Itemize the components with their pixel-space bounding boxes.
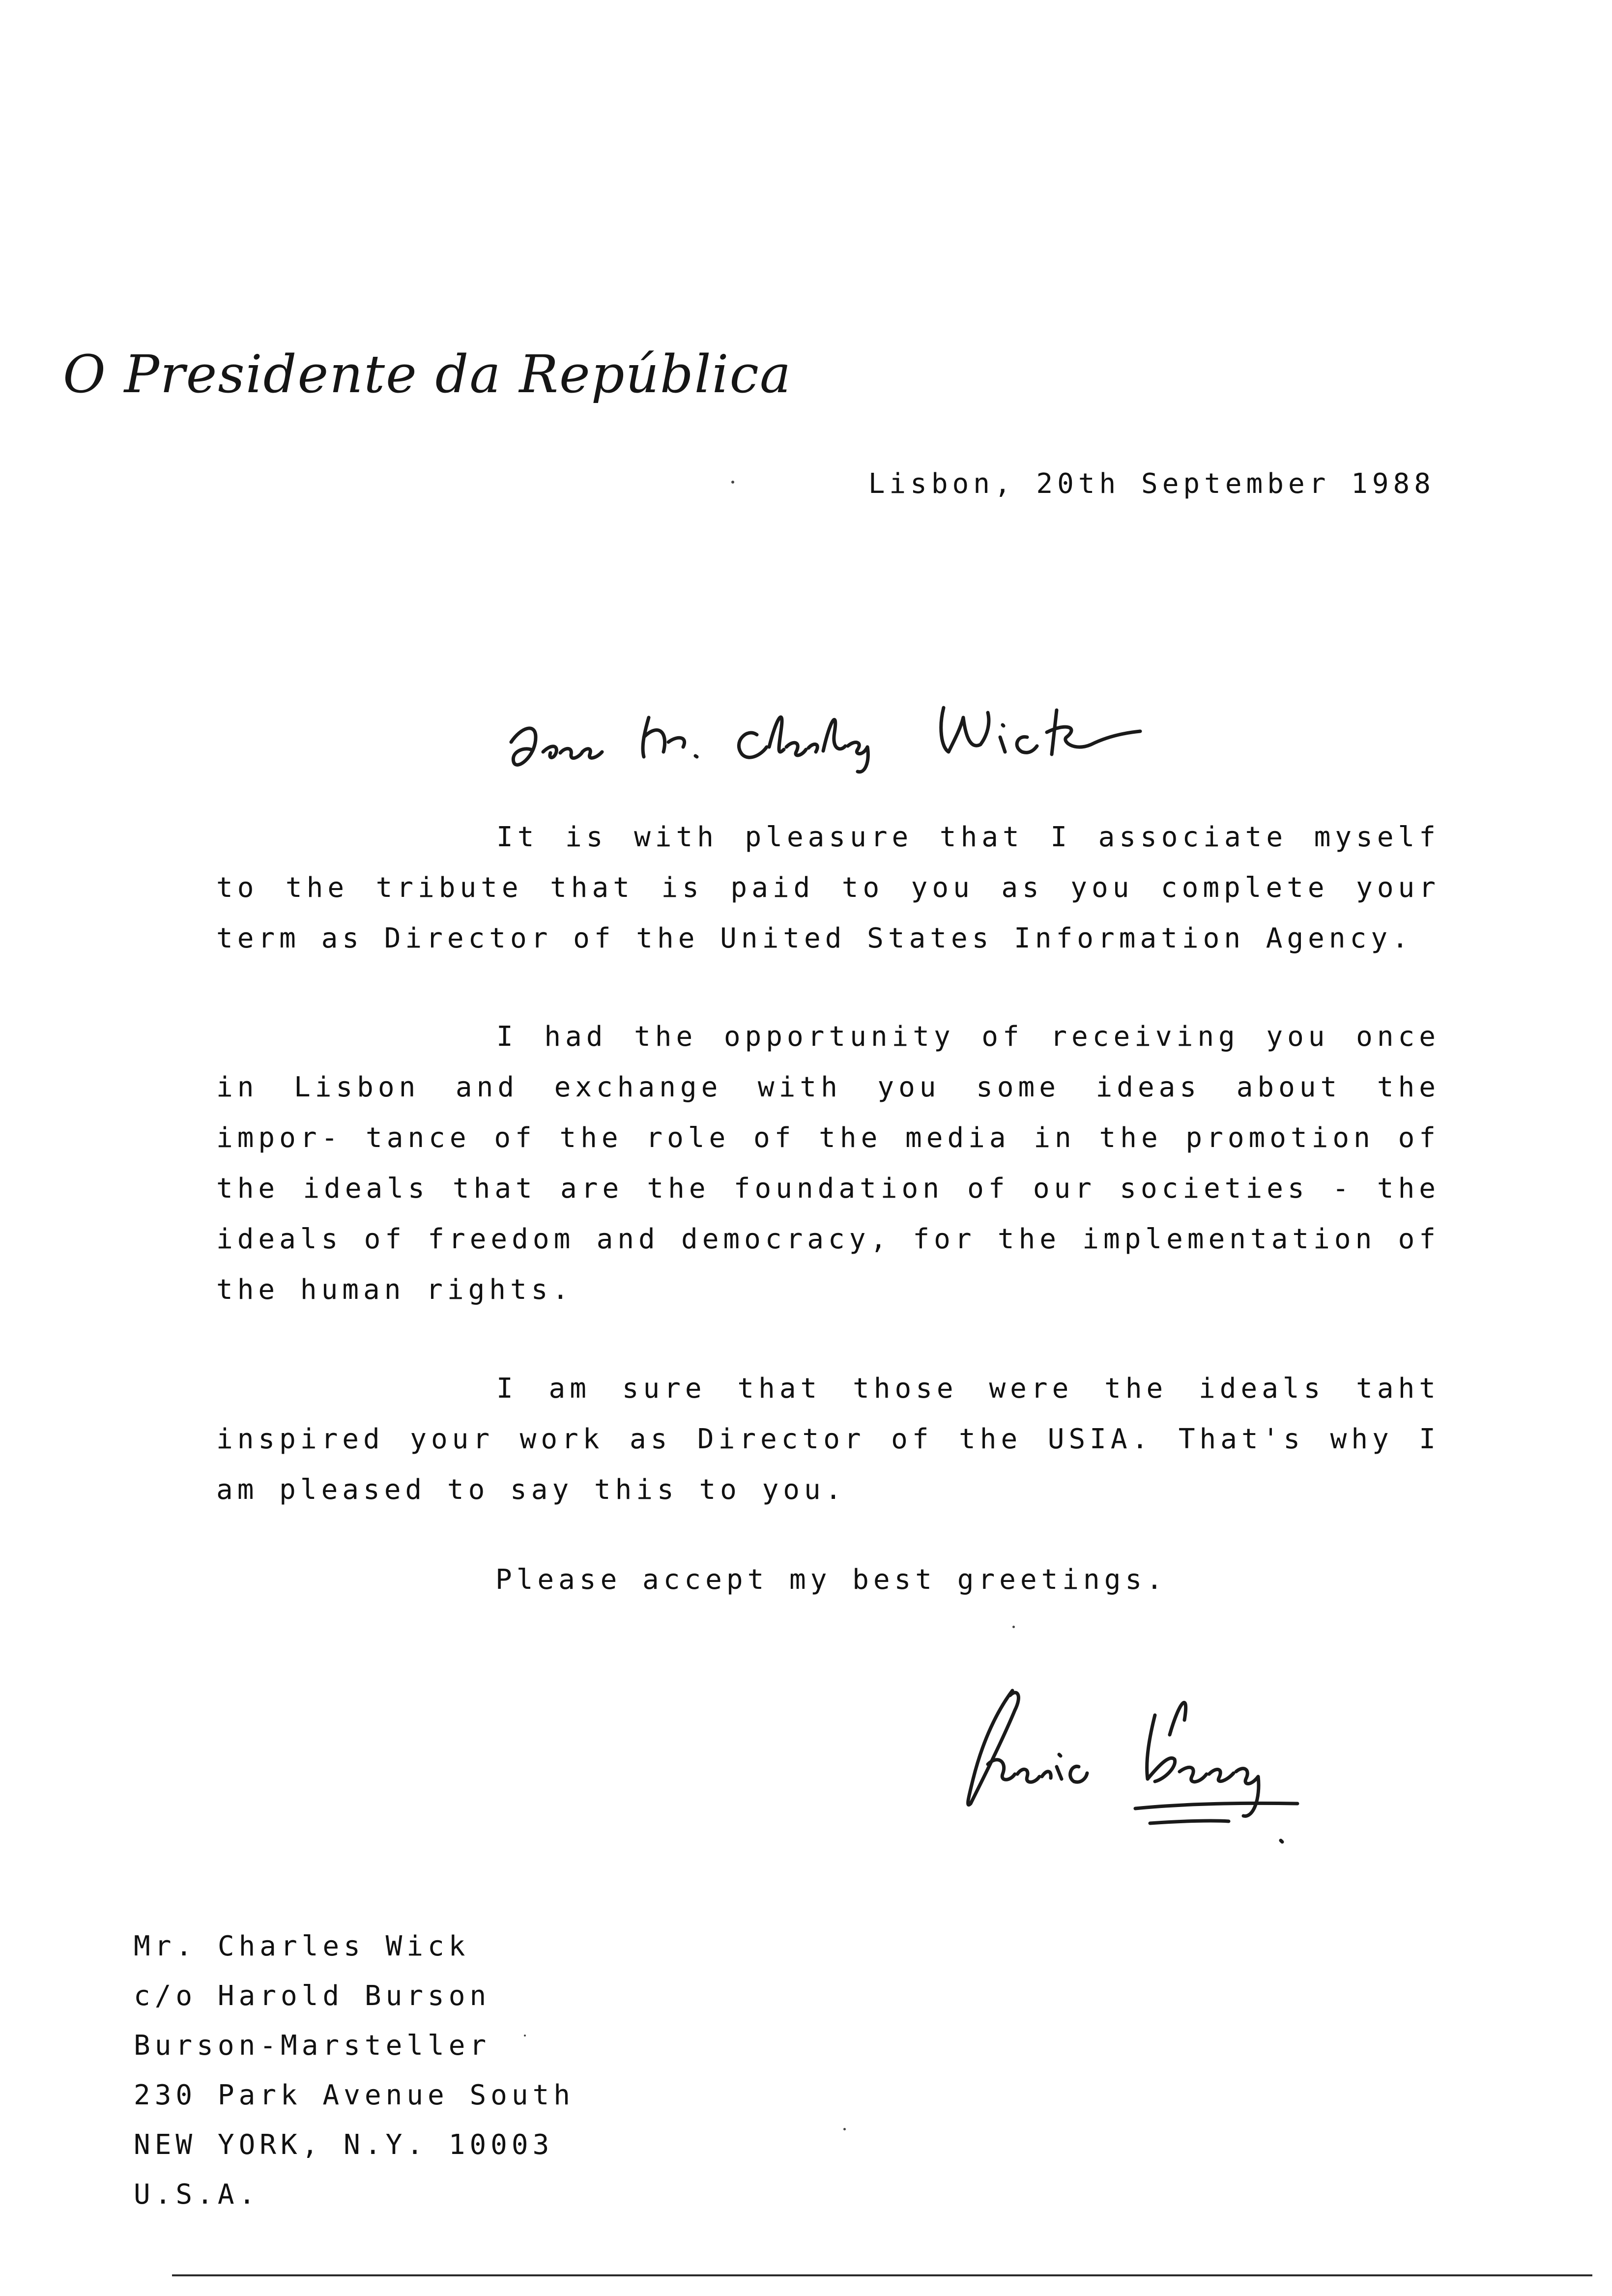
scan-speck — [843, 2128, 846, 2130]
letter-paragraph-1 — [216, 812, 1440, 964]
address-line: c/o Harold Burson — [134, 1980, 491, 2012]
recipient-address — [134, 1922, 575, 2219]
address-line: 230 Park Avenue South — [134, 2079, 575, 2111]
paragraph-text: It is with pleasure that I associate myself to the tribute that is paid to you as you complete your term as Director of the United States Information Agency. — [216, 821, 1440, 954]
address-line: Burson-Marsteller — [134, 2030, 491, 2062]
dateline: Lisbon, 20th September 1988 — [868, 468, 1435, 500]
letterhead: O Presidente da República — [63, 344, 792, 404]
letter-paragraph-3 — [216, 1363, 1440, 1515]
handwritten-signature — [953, 1681, 1327, 1858]
closing-line: Please accept my best greetings. — [495, 1564, 1167, 1596]
paragraph-text: I had the opportunity of receiving you once in Lisbon and exchange with you some ideas about the impor- tance of the role of the media in the promotion of the ideals that are the foundation of our societies - the ideals of freedom and democracy, for the implementation of the human rights. — [216, 1021, 1440, 1306]
scan-speck — [524, 2035, 526, 2037]
address-line: NEW YORK, N.Y. 10003 — [134, 2129, 554, 2161]
paragraph-text: I am sure that those were the ideals taht inspired your work as Director of the USIA. That's why I am pleased to say this to you. — [216, 1373, 1440, 1506]
bottom-rule — [172, 2274, 1592, 2276]
address-line: U.S.A. — [134, 2179, 260, 2210]
scan-speck — [1012, 1626, 1015, 1628]
scan-speck — [731, 481, 734, 484]
handwritten-salutation — [501, 688, 1199, 781]
letter-paragraph-2 — [216, 1011, 1440, 1315]
address-line: Mr. Charles Wick — [134, 1930, 470, 1962]
